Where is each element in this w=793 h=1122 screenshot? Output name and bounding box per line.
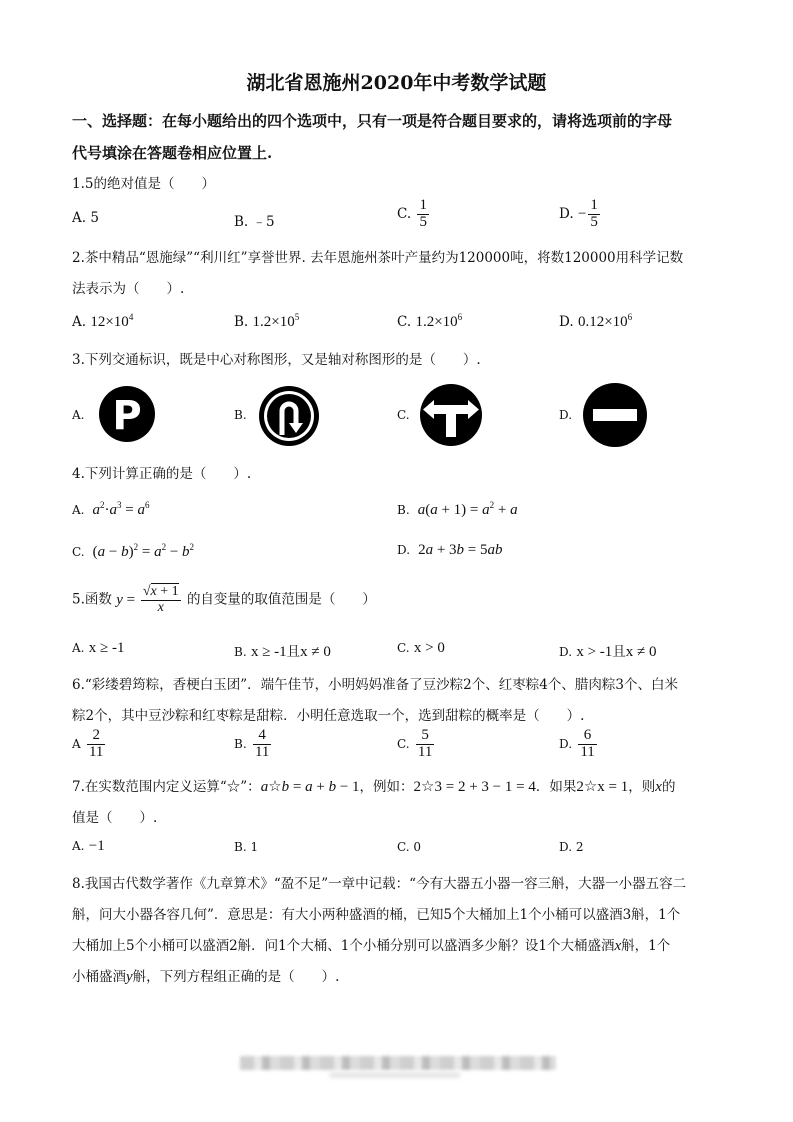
q7-line1 [72,775,675,796]
q8-line3-text: 大桶加上5个小桶可以盛酒2斛．问1个大桶、1个小桶分别可以盛酒多少斛？设1个大桶盛酒 [72,938,615,954]
q1-option-b [234,210,275,230]
q5-option-a-value: x ≥ -1 [88,640,125,656]
q7-end: 的 [661,779,676,795]
q5-option-b [234,640,331,661]
parking-sign-letter: P [112,393,142,439]
q7-condition: 2☆x = 1 [576,779,629,795]
q6-option-d-label: D. [559,736,573,751]
q3-stem: 3.下列交通标识，既是中心对称图形，又是轴对称图形的是（ ）. [72,352,481,368]
q6-option-d [559,728,599,761]
q8-line3 [72,934,670,955]
q5-option-c-value: x > 0 [413,640,445,656]
section-heading-line1: 一、选择题：在每小题给出的四个选项中，只有一项是符合题目要求的，请将选项前的字母 [72,112,673,130]
q1-option-c [397,198,431,231]
q1-option-d [559,198,602,231]
q4-option-b-expr: $a(a + 1) = a^2 + a$ [417,500,518,518]
q4-option-c-expr: $(a - b)^2 = a^2 - b^2$ [88,542,195,560]
q5-stem-prefix: 5.函数 [72,591,112,608]
q2-line2: 法表示为（ ）. [72,281,185,297]
q5-option-d-and: 且 [612,644,626,660]
page-title: 湖北省恩施州2020年中考数学试题 [246,72,547,94]
q5-stem-suffix: 的自变量的取值范围是（ ） [186,591,376,608]
q5-option-b-and: 且 [286,644,301,660]
q7-option-a-label: A. [72,839,85,853]
q7-prefix: 7.在实数范围内定义运算“☆”： [72,779,261,795]
q4-option-b [397,500,518,519]
q4-option-a [72,500,150,519]
q8-line1: 8.我国古代数学著作《九章算术》“盈不足”一章中记载：“今有大器五小器一容三斛，大器一小器五容二 [72,876,687,892]
parking-sign-icon [98,385,156,443]
u-turn-sign-icon [258,385,320,447]
q3-option-b-label: B. [234,408,247,422]
q5-option-b-part1: x ≥ -1 [250,644,287,660]
q5-option-b-label: B. [234,645,247,659]
q1-option-d-fraction: $\frac{1}{5}$ [590,197,598,230]
q7-example: 2☆3 = 2 + 3 − 1 = 4 [413,779,536,795]
q8-x-var: x [614,938,622,954]
q5-function-expr: y = $\frac{√x + 1}{x}$ [116,584,179,615]
blurred-watermark-sub [330,1072,460,1078]
q6-option-b [234,728,273,761]
q2-option-c-label: C. [397,314,412,330]
q1-option-d-sign: − [577,205,587,222]
q8-line4-start: 小桶盛酒 [72,969,126,985]
q1-option-c-fraction: $\frac{1}{5}$ [419,197,427,230]
q2-option-c [397,312,462,331]
q4-option-c [72,542,194,561]
q7-option-a-value: −1 [88,838,105,854]
q4-option-d-expr: 2a + 3b = 5ab [414,542,503,558]
q7-example-label: ，例如： [359,779,414,795]
q1-option-b-value: ﹣5 [252,214,275,230]
q5-option-d-label: D. [559,645,573,659]
q7-definition: a☆b = a + b − 1 [260,779,360,795]
q7-line2: 值是（ ）. [72,810,158,826]
q6-option-b-fraction: $\frac{4}{11}$ [254,727,270,760]
section-heading-line2: 代号填涂在答题卷相应位置上. [72,144,273,162]
q6-line2: 粽2个，其中豆沙粽和红枣粽是甜粽．小明任意选取一个，选到甜粽的概率是（ ）. [72,708,585,724]
q1-stem: 1.5的绝对值是（ ） [72,176,215,192]
q6-option-a-fraction: $\frac{2}{11}$ [88,727,104,760]
q6-line1: 6.“彩缕碧筠粽，香梗白玉团”．端午佳节，小明妈妈准备了豆沙粽2个、红枣粽4个、腊肉粽3个、白米 [72,677,678,693]
q6-option-c-label: C. [397,736,410,751]
q6-option-b-label: B. [234,736,247,751]
q4-stem: 4.下列计算正确的是（ ）. [72,466,252,482]
q5-option-a-label: A. [72,641,85,655]
q6-option-c-fraction: $\frac{5}{11}$ [417,727,433,760]
q2-option-a [72,312,133,331]
q5-option-a [72,640,125,657]
q2-option-a-label: A. [72,314,87,330]
q8-line4 [72,965,339,986]
q2-option-c-value: $1.2\times 10^6$ [415,312,463,330]
q5-option-b-part2: x ≠ 0 [300,644,331,660]
q3-option-a-label: A. [72,408,85,422]
q1-option-b-label: B. [234,214,249,230]
q6-option-a [72,728,107,761]
q7-option-a [72,838,105,855]
q2-line1: 2.茶中精品“恩施绿”“利川红”享誉世界. 去年恩施州茶叶产量约为120000吨，将数120000用科学记数 [72,250,684,266]
q6-option-c [397,728,436,761]
q1-option-a: A. 5 [72,210,99,226]
q2-option-b-label: B. [234,314,249,330]
q3-option-d-label: D. [559,408,573,422]
q7-x-var: x [655,779,662,795]
q4-option-d [397,542,503,559]
q4-option-a-label: A. [72,503,85,517]
q7-option-b: B. 1 [234,840,259,854]
q4-option-c-label: C. [72,545,85,559]
q4-option-d-label: D. [397,543,411,557]
q6-option-d-fraction: $\frac{6}{11}$ [580,727,595,760]
q5-stem [72,585,376,615]
q5-option-d-part1: x > -1 [576,644,613,660]
q8-line2: 斛，问大小器各容几何”．意思是：有大小两种盛酒的桶，已知5个大桶加上1个小桶可以盛酒3斛，1个 [72,907,681,923]
left-right-turn-sign-icon [419,383,483,447]
q5-option-c [397,640,445,657]
blurred-watermark [240,1056,556,1070]
q5-option-d [559,640,657,661]
q6-option-a-label: A [72,736,81,751]
q8-y-var: y [126,969,133,985]
q1-option-c-label: C. [397,205,412,222]
q8-line3-end: 斛，1个 [621,938,671,954]
q2-option-d [559,312,632,331]
q2-option-b-value: $1.2\times 10^5$ [252,312,300,330]
q2-option-d-value: $0.12\times 10^6$ [577,312,633,330]
q5-option-c-label: C. [397,641,410,655]
q1-option-d-label: D. [559,205,574,222]
q2-option-a-value: $12\times 10^4$ [90,312,134,330]
q2-option-b [234,312,299,331]
q3-option-c-label: C. [397,408,410,422]
q4-option-b-label: B. [397,503,410,517]
q4-option-a-expr: $a^2\cdot a^3 = a^6$ [92,500,150,518]
q7-then-label: ，则 [628,779,656,795]
q2-option-d-label: D. [559,314,574,330]
q7-option-c: C. 0 [397,840,422,854]
q5-option-d-part2: x ≠ 0 [625,644,657,660]
no-entry-sign-icon [582,382,648,448]
q7-option-d: D. 2 [559,840,584,854]
q7-if-label: ．如果 [535,779,577,795]
q8-line4-end: 斛，下列方程组正确的是（ ）. [132,969,340,985]
